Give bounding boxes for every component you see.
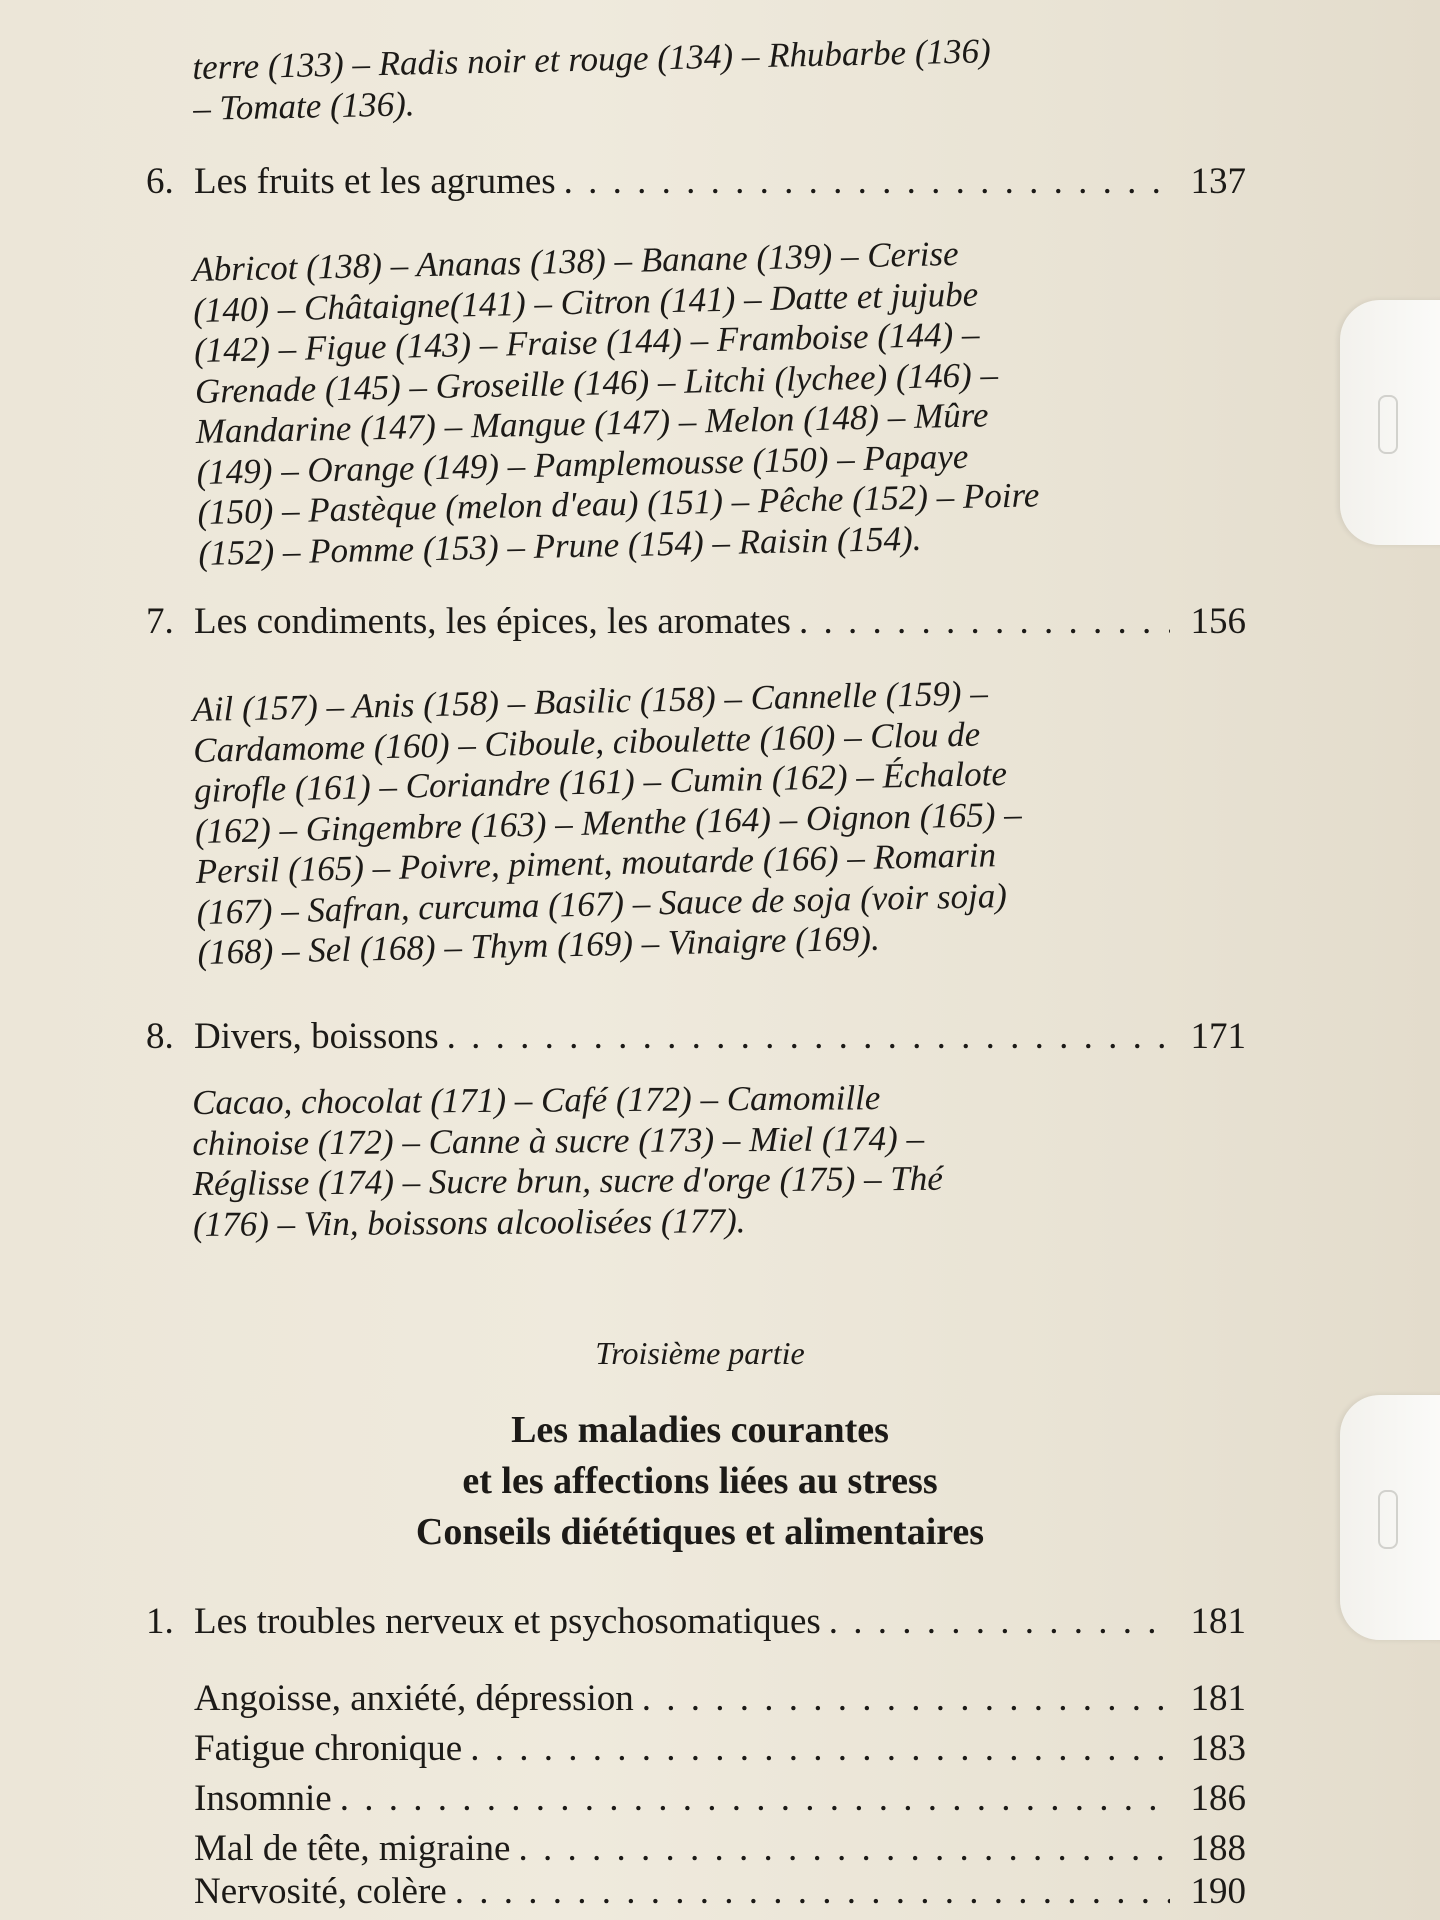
- entry-title: Mal de tête, migraine: [194, 1828, 511, 1869]
- list-item: Persil (165) – Poivre, piment, moutarde (166) – Romarin: [195, 835, 997, 891]
- section-number: 7.: [146, 601, 174, 642]
- page-tab-marker[interactable]: [1340, 1395, 1440, 1640]
- page-tab-marker[interactable]: [1340, 300, 1440, 545]
- section-number: 6.: [146, 161, 174, 202]
- entry-title: Angoisse, anxiété, dépression: [194, 1678, 634, 1719]
- entry-title: Fatigue chronique: [194, 1728, 463, 1769]
- toc-entry[interactable]: [194, 1727, 1246, 1770]
- toc-entry[interactable]: [194, 1677, 1246, 1720]
- leader-dots: [642, 1677, 1170, 1720]
- toc-entry[interactable]: [194, 1777, 1246, 1820]
- toc-section-7[interactable]: [146, 600, 1246, 643]
- toc-section-6[interactable]: [146, 160, 1246, 203]
- list-item: (168) – Sel (168) – Thym (169) – Vinaigre (169).: [197, 918, 881, 972]
- part-label: Troisième partie: [595, 1335, 805, 1371]
- page-number: 183: [1190, 1728, 1246, 1769]
- entry-title: Nervosité, colère: [194, 1871, 447, 1912]
- list-item: (149) – Orange (149) – Pamplemousse (150) – Papaye: [196, 436, 969, 492]
- list-item: (176) – Vin, boissons alcoolisées (177).: [192, 1200, 746, 1244]
- page-number: 186: [1190, 1778, 1246, 1819]
- toc-chapter-1[interactable]: [146, 1600, 1246, 1643]
- page-number: 188: [1190, 1828, 1246, 1869]
- list-item: terre (133) – Radis noir et rouge (134) – Rhubarbe (136): [192, 31, 992, 87]
- section-title: Les condiments, les épices, les aromates: [194, 601, 791, 642]
- list-item: – Tomate (136).: [192, 83, 415, 128]
- leader-dots: [829, 1600, 1170, 1643]
- leader-dots: [470, 1727, 1170, 1770]
- list-item: Abricot (138) – Ananas (138) – Banane (139) – Cerise: [192, 233, 959, 289]
- leader-dots: [799, 600, 1170, 643]
- leader-dots: [564, 160, 1170, 203]
- list-item: (167) – Safran, curcuma (167) – Sauce de soja (voir soja): [196, 875, 1008, 932]
- section-title: Divers, boissons: [194, 1016, 439, 1057]
- leader-dots: [518, 1827, 1170, 1870]
- chapter-number: 1.: [146, 1601, 174, 1642]
- list-item: chinoise (172) – Canne à sucre (173) – Miel (174) –: [192, 1118, 925, 1163]
- section-5-continuation: [192, 26, 1253, 129]
- list-item: girofle (161) – Coriandre (161) – Cumin (162) – Échalote: [193, 753, 1008, 810]
- list-item: (162) – Gingembre (163) – Menthe (164) – Oignon (165) –: [194, 794, 1023, 851]
- section-title: Les fruits et les agrumes: [194, 161, 556, 202]
- list-item: Réglisse (174) – Sucre brun, sucre d'orge (175) – Thé: [192, 1158, 943, 1203]
- page-number: 181: [1190, 1601, 1246, 1642]
- entry-title: Insomnie: [194, 1778, 332, 1819]
- part-title-line: Les maladies courantes: [511, 1409, 889, 1451]
- list-item: Cacao, chocolat (171) – Café (172) – Camomille: [192, 1078, 881, 1122]
- section-8-items: [192, 1076, 1253, 1245]
- list-item: Cardamome (160) – Ciboule, ciboulette (160) – Clou de: [192, 714, 981, 770]
- section-number: 8.: [146, 1016, 174, 1057]
- table-of-contents: [140, 0, 1246, 1920]
- toc-section-8[interactable]: [146, 1015, 1246, 1058]
- leader-dots: [455, 1870, 1170, 1913]
- section-6-items: [192, 228, 1259, 574]
- section-7-items: [192, 668, 1258, 974]
- list-item: Mandarine (147) – Mangue (147) – Melon (148) – Mûre: [195, 395, 989, 451]
- list-item: Grenade (145) – Groseille (146) – Litchi (lychee) (146) –: [194, 354, 999, 411]
- leader-dots: [340, 1777, 1170, 1820]
- leader-dots: [447, 1015, 1170, 1058]
- part-title: [140, 1405, 1260, 1558]
- toc-entry[interactable]: [194, 1870, 1246, 1913]
- list-item: (150) – Pastèque (melon d'eau) (151) – Pêche (152) – Poire: [197, 475, 1040, 532]
- list-item: Ail (157) – Anis (158) – Basilic (158) – Cannelle (159) –: [192, 673, 989, 729]
- page-number: 171: [1190, 1016, 1246, 1057]
- page-number: 181: [1190, 1678, 1246, 1719]
- page-number: 156: [1190, 601, 1246, 642]
- list-item: (140) – Châtaigne(141) – Citron (141) – Datte et jujube: [192, 274, 979, 330]
- chapter-title: Les troubles nerveux et psychosomatiques: [194, 1601, 821, 1642]
- part-title-line: et les affections liées au stress: [462, 1460, 938, 1502]
- page-number: 137: [1190, 161, 1246, 202]
- toc-entry[interactable]: [194, 1827, 1246, 1870]
- list-item: (142) – Figue (143) – Fraise (144) – Framboise (144) –: [193, 314, 980, 370]
- page-number: 190: [1190, 1871, 1246, 1912]
- list-item: (152) – Pomme (153) – Prune (154) – Raisin (154).: [197, 518, 922, 573]
- part-title-line: Conseils diététiques et alimentaires: [415, 1511, 985, 1553]
